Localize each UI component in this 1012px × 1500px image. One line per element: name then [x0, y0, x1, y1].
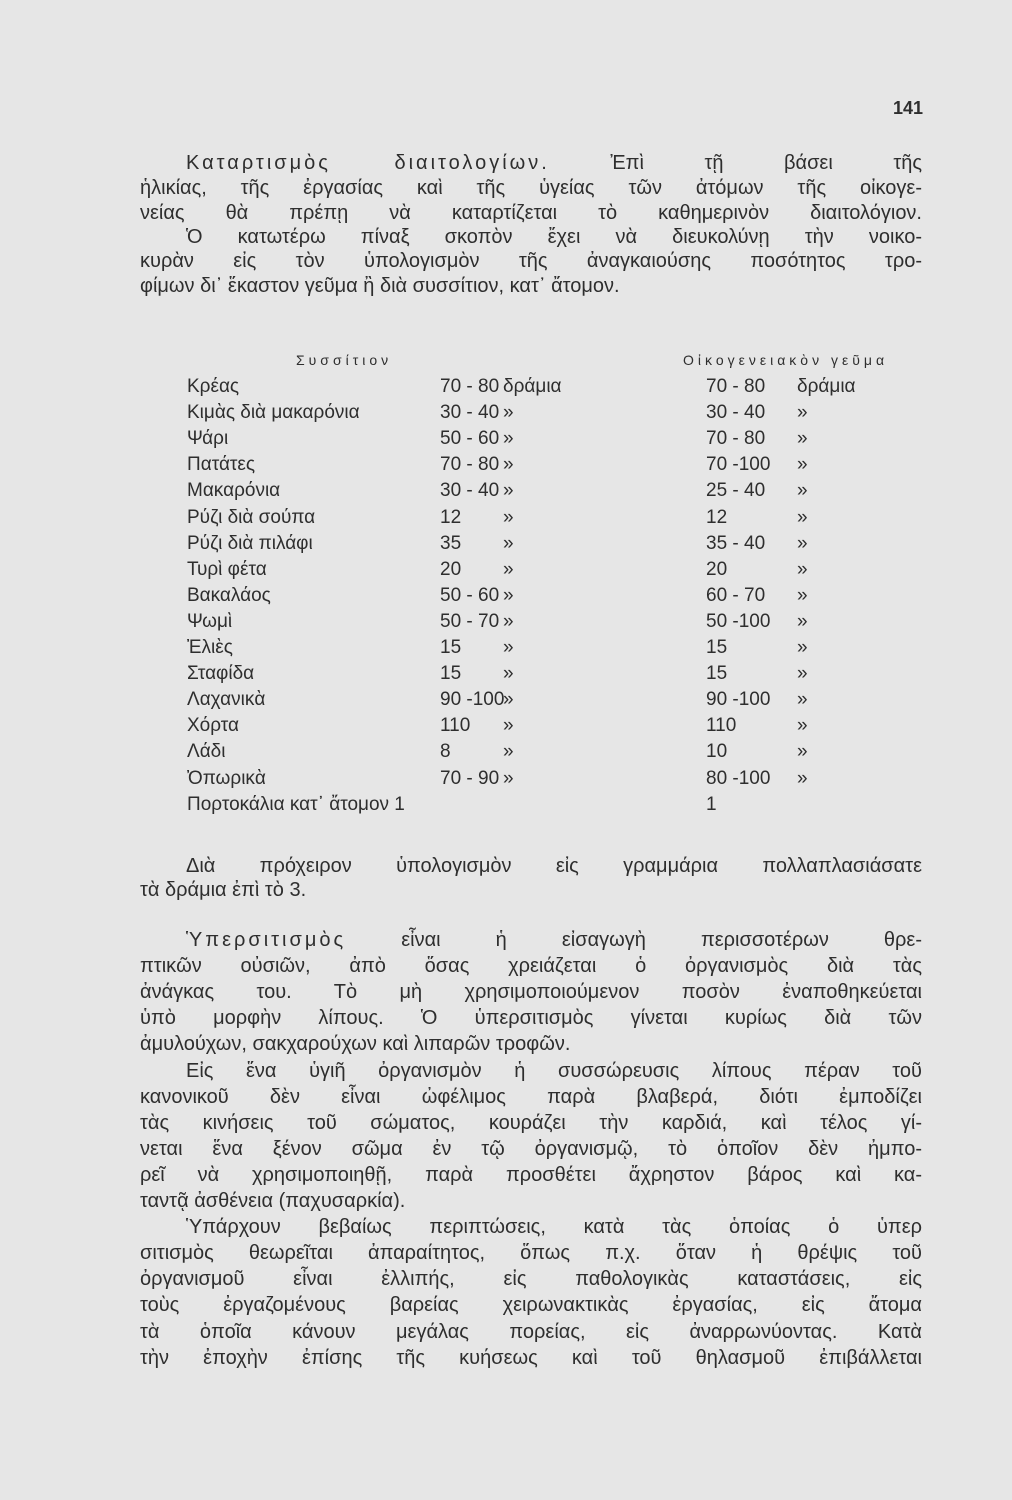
table-row — [0, 688, 1012, 714]
food-name: Βακαλάος — [187, 584, 271, 606]
syssition-unit: » — [503, 663, 514, 685]
syssition-unit: » — [503, 767, 514, 789]
family-amount: 70 -100 — [706, 454, 771, 476]
intro-line: νείας θὰ πρέπῃ νὰ καταρτίζεται τὸ καθημερινὸν διαιτολόγιον. — [140, 202, 922, 224]
family-amount: 70 - 80 — [706, 376, 766, 397]
body-line — [186, 928, 922, 952]
column-header-syssition: Συσσίτιον — [296, 352, 393, 368]
family-amount: 35 - 40 — [706, 532, 766, 554]
syssition-amount: 70 - 80 — [440, 376, 500, 397]
syssition-unit: » — [503, 402, 514, 424]
family-unit: » — [797, 741, 808, 763]
table-row — [0, 767, 1012, 793]
family-unit: » — [797, 558, 808, 580]
table-row — [0, 453, 1012, 479]
syssition-amount: 70 - 80 — [440, 454, 500, 476]
syssition-amount: 12 — [440, 506, 462, 528]
syssition-unit: » — [503, 689, 514, 711]
syssition-unit: » — [503, 454, 514, 476]
syssition-amount: 20 — [440, 558, 462, 580]
body-line: τὰ ὁποῖα κάνουν μεγάλας πορείας, εἰς ἀναρρωνύοντας. Κατὰ — [140, 1320, 922, 1343]
syssition-unit: » — [503, 637, 514, 658]
syssition-amount: 50 - 60 — [440, 428, 500, 450]
food-name: Μακαρόνια — [187, 480, 281, 502]
family-unit: » — [797, 663, 808, 685]
family-unit: » — [797, 506, 808, 528]
food-name: Λαχανικὰ — [187, 689, 266, 711]
body-line: Εἰς ἕνα ὑγιῆ ὀργανισμὸν ἡ συσσώρευσις λίπους πέραν τοῦ — [186, 1059, 922, 1082]
table-row — [0, 636, 1012, 662]
table-row — [0, 584, 1012, 610]
food-name: Τυρὶ φέτα — [187, 558, 267, 580]
syssition-unit: » — [503, 480, 514, 502]
section-heading: Ὑπερσιτισμὸς — [186, 929, 347, 951]
syssition-amount: 8 — [440, 741, 451, 763]
body-line: νεται ἕνα ξένον σῶμα ἐν τῷ ὀργανισμῷ, τὸ ὁποῖον δὲν ἠμπο- — [140, 1137, 922, 1160]
food-name: Χόρτα — [187, 715, 239, 737]
family-unit: » — [797, 584, 808, 606]
column-header-oikogeneiako: Οἰκογενειακὸν γεῦμα — [683, 352, 889, 368]
family-amount: 15 — [706, 663, 728, 685]
table-row — [0, 793, 1012, 819]
body-line: σιτισμὸς θεωρεῖται ἀπαραίτητος, ὅπως π.χ. ὅταν ἡ θρέψις τοῦ — [140, 1242, 922, 1265]
body-line: τὰς κινήσεις τοῦ σώματος, κουράζει τὴν καρδιά, καὶ τέλος γί- — [140, 1111, 922, 1134]
food-name: Κιμὰς διὰ μακαρόνια — [187, 402, 360, 424]
syssition-amount: 50 - 70 — [440, 610, 500, 632]
table-row — [0, 479, 1012, 505]
family-unit: » — [797, 402, 808, 424]
family-amount: 70 - 80 — [706, 428, 766, 450]
family-unit: » — [797, 480, 808, 502]
syssition-unit: » — [503, 741, 514, 763]
syssition-unit: » — [503, 506, 514, 528]
table-row — [0, 662, 1012, 688]
syssition-unit: » — [503, 584, 514, 606]
food-name: Λάδι — [187, 741, 226, 763]
family-amount: 110 — [706, 715, 737, 737]
syssition-amount: 70 - 90 — [440, 767, 500, 789]
syssition-amount: 15 — [440, 663, 462, 685]
food-name: Ρύζι διὰ πιλάφι — [187, 532, 313, 554]
food-name: Σταφίδα — [187, 663, 255, 685]
family-amount: 90 -100 — [706, 689, 771, 711]
family-amount: 50 -100 — [706, 610, 771, 632]
family-amount: 1 — [706, 793, 717, 815]
food-name: Πορτοκάλια κατ᾽ ἄτομον 1 — [187, 793, 405, 815]
table-row — [0, 506, 1012, 532]
syssition-unit: » — [503, 715, 514, 737]
syssition-amount: 50 - 60 — [440, 584, 500, 606]
body-line: ἀμυλούχων, σακχαρούχων καὶ λιπαρῶν τροφῶν. — [140, 1033, 571, 1056]
family-amount: 60 - 70 — [706, 584, 766, 606]
note-line: τὰ δράμια ἐπὶ τὸ 3. — [140, 879, 307, 901]
syssition-amount: 35 — [440, 532, 462, 554]
body-line: ὀργανισμοῦ εἶναι ἐλλιπής, εἰς παθολογικὰς καταστάσεις, εἰς — [140, 1268, 922, 1291]
syssition-unit: » — [503, 532, 514, 554]
intro-text: Ἐπὶ τῇ βάσει τῆς — [549, 152, 922, 174]
food-name: Ἐλιὲς — [187, 637, 233, 658]
food-name: Ψάρι — [187, 428, 229, 450]
body-line: Ὑπάρχουν βεβαίως περιπτώσεις, κατὰ τὰς ὁποίας ὁ ὑπερ — [186, 1216, 922, 1239]
section-heading: Καταρτισμὸς διαιτολογίων. — [186, 152, 550, 174]
family-unit: » — [797, 610, 808, 632]
note-line: Διὰ πρόχειρον ὑπολογισμὸν εἰς γραμμάρια πολλαπλασιάσατε — [186, 855, 922, 877]
food-name: Πατάτες — [187, 454, 256, 476]
family-unit: » — [797, 715, 808, 737]
table-row — [0, 714, 1012, 740]
body-text: εἶναι ἡ εἰσαγωγὴ περισσοτέρων θρε- — [346, 929, 922, 951]
intro-line: ἡλικίας, τῆς ἐργασίας καὶ τῆς ὑγείας τῶν ἀτόμων τῆς οἰκογε- — [140, 177, 922, 199]
family-amount: 30 - 40 — [706, 402, 766, 424]
family-unit: » — [797, 637, 808, 658]
syssition-amount: 30 - 40 — [440, 480, 500, 502]
table-row — [0, 401, 1012, 427]
family-unit: » — [797, 428, 808, 450]
food-name: Ψωμὶ — [187, 610, 233, 632]
body-line: κανονικοῦ δὲν εἶναι ὠφέλιμος παρὰ βλαβερά, διότι ἐμποδίζει — [140, 1085, 922, 1108]
family-unit: » — [797, 454, 808, 476]
family-unit: » — [797, 767, 808, 789]
food-name: Ὀπωρικὰ — [187, 767, 266, 789]
body-line: ἀνάγκας του. Τὸ μὴ χρησιμοποιούμενον ποσὸν ἐναποθηκεύεται — [140, 981, 922, 1004]
food-name: Κρέας — [187, 376, 240, 397]
body-line: ρεῖ νὰ χρησιμοποιηθῇ, παρὰ προσθέτει ἄχρηστον βάρος καὶ κα- — [140, 1163, 922, 1186]
syssition-amount: 90 -100 — [440, 689, 505, 711]
family-amount: 20 — [706, 558, 728, 580]
table-row — [0, 558, 1012, 584]
body-line: πτικῶν οὐσιῶν, ἀπὸ ὅσας χρειάζεται ὁ ὀργανισμὸς διὰ τὰς — [140, 955, 922, 978]
family-unit: » — [797, 532, 808, 554]
family-amount: 12 — [706, 506, 728, 528]
body-line: ταντᾷ ἀσθένεια (παχυσαρκία). — [140, 1190, 406, 1212]
table-row — [0, 532, 1012, 558]
syssition-amount: 110 — [440, 715, 471, 737]
body-line: τὴν ἐποχὴν ἐπίσης τῆς κυήσεως καὶ τοῦ θηλασμοῦ ἐπιβάλλεται — [140, 1346, 922, 1369]
family-amount: 10 — [706, 741, 728, 763]
family-amount: 15 — [706, 637, 728, 658]
intro-line — [186, 151, 922, 175]
family-unit: δράμια — [797, 376, 856, 397]
syssition-unit: » — [503, 428, 514, 450]
family-amount: 80 -100 — [706, 767, 771, 789]
table-row — [0, 427, 1012, 453]
syssition-unit: δράμια — [503, 376, 562, 397]
family-unit: » — [797, 689, 808, 711]
table-row — [0, 740, 1012, 766]
syssition-amount: 30 - 40 — [440, 402, 500, 424]
intro-line: φίμων δι᾽ ἕκαστον γεῦμα ἢ διὰ συσσίτιον, κατ᾽ ἄτομον. — [140, 275, 620, 297]
food-name: Ρύζι διὰ σούπα — [187, 506, 316, 528]
syssition-unit: » — [503, 558, 514, 580]
intro-line: Ὁ κατωτέρω πίναξ σκοπὸν ἔχει νὰ διευκολύνῃ τὴν νοικο- — [186, 226, 922, 248]
table-row — [0, 375, 1012, 401]
syssition-amount: 15 — [440, 637, 462, 658]
syssition-unit: » — [503, 610, 514, 632]
family-amount: 25 - 40 — [706, 480, 766, 502]
page-number: 141 — [893, 98, 924, 118]
table-row — [0, 610, 1012, 636]
body-line: ὑπὸ μορφὴν λίπους. Ὁ ὑπερσιτισμὸς γίνεται κυρίως διὰ τῶν — [140, 1007, 922, 1030]
intro-line: κυρὰν εἰς τὸν ὑπολογισμὸν τῆς ἀναγκαιούσης ποσότητος τρο- — [140, 250, 922, 272]
body-line: τοὺς ἐργαζομένους βαρείας χειρωνακτικὰς ἐργασίας, εἰς ἄτομα — [140, 1294, 922, 1317]
